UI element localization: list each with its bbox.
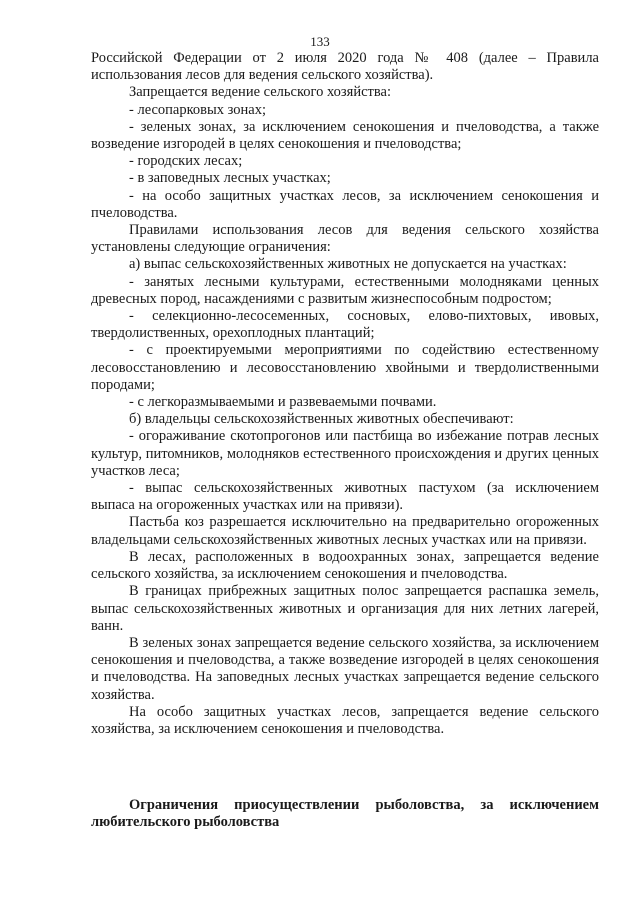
paragraph: б) владельцы сельскохозяйственных животных обеспечивают: bbox=[129, 411, 514, 428]
list-item: - занятых лесными культурами, естественными молодняками ценных древесных пород, насаждениями с развитым жизнеспособным подростом; bbox=[91, 273, 599, 307]
list-item: - с легкоразмываемыми и развеваемыми почвами. bbox=[129, 394, 437, 411]
paragraph: а) выпас сельскохозяйственных животных не допускается на участках: bbox=[129, 256, 567, 273]
list-item: - огораживание скотопрогонов или пастбища во избежание потрав лесных культур, питомников, молодняков естественного происхождения и других ценных участков леса; bbox=[91, 428, 599, 479]
paragraph: В зеленых зонах запрещается ведение сельского хозяйства, за исключением сенокошения и пчеловодства, а также возведение изгородей в целях сенокошения и пчеловодства. На заповедных лесных участках запрещается ведение сельского хозяйства. bbox=[91, 634, 599, 703]
paragraph: Запрещается ведение сельского хозяйства: bbox=[129, 84, 391, 101]
paragraph: На особо защитных участках лесов, запрещается ведение сельского хозяйства, за исключением сенокошения и пчеловодства. bbox=[91, 703, 599, 737]
paragraph: В границах прибрежных защитных полос запрещается распашка земель, выпас сельскохозяйственных животных и организация для них летних лагерей, ванн. bbox=[91, 583, 599, 634]
paragraph: Пастьба коз разрешается исключительно на предварительно огороженных владельцами сельскохозяйственных животных лесных участках или на привязи. bbox=[91, 514, 599, 548]
list-item: - лесопарковых зонах; bbox=[129, 101, 267, 118]
body-text bbox=[91, 50, 599, 738]
list-item: - городских лесах; bbox=[129, 153, 243, 170]
list-item: - с проектируемыми мероприятиями по содействию естественному лесовосстановлению и лесовосстановлению хвойными и твердолиственными породами; bbox=[91, 342, 599, 393]
paragraph: Российской Федерации от 2 июля 2020 года № 408 (далее – Правила использования лесов для ведения сельского хозяйства). bbox=[91, 50, 599, 84]
list-item: - в заповедных лесных участках; bbox=[129, 170, 331, 187]
paragraph: Правилами использования лесов для ведения сельского хозяйства установлены следующие ограничения: bbox=[91, 222, 599, 256]
list-item: - селекционно-лесосеменных, сосновых, елово-пихтовых, ивовых, твердолиственных, орехоплодных плантаций; bbox=[91, 308, 599, 342]
section-heading: Ограничения приосуществлении рыболовства, за исключением любительского рыболовства bbox=[91, 797, 599, 831]
page-number: 133 bbox=[310, 34, 330, 49]
list-item: - на особо защитных участках лесов, за исключением сенокошения и пчеловодства. bbox=[91, 187, 599, 221]
list-item: - выпас сельскохозяйственных животных пастухом (за исключением выпаса на огороженных участках или на привязи). bbox=[91, 480, 599, 514]
list-item: - зеленых зонах, за исключением сенокошения и пчеловодства, а также возведение изгородей в целях сенокошения и пчеловодства; bbox=[91, 118, 599, 153]
paragraph: В лесах, расположенных в водоохранных зонах, запрещается ведение сельского хозяйства, за исключением сенокошения и пчеловодства. bbox=[91, 548, 599, 583]
